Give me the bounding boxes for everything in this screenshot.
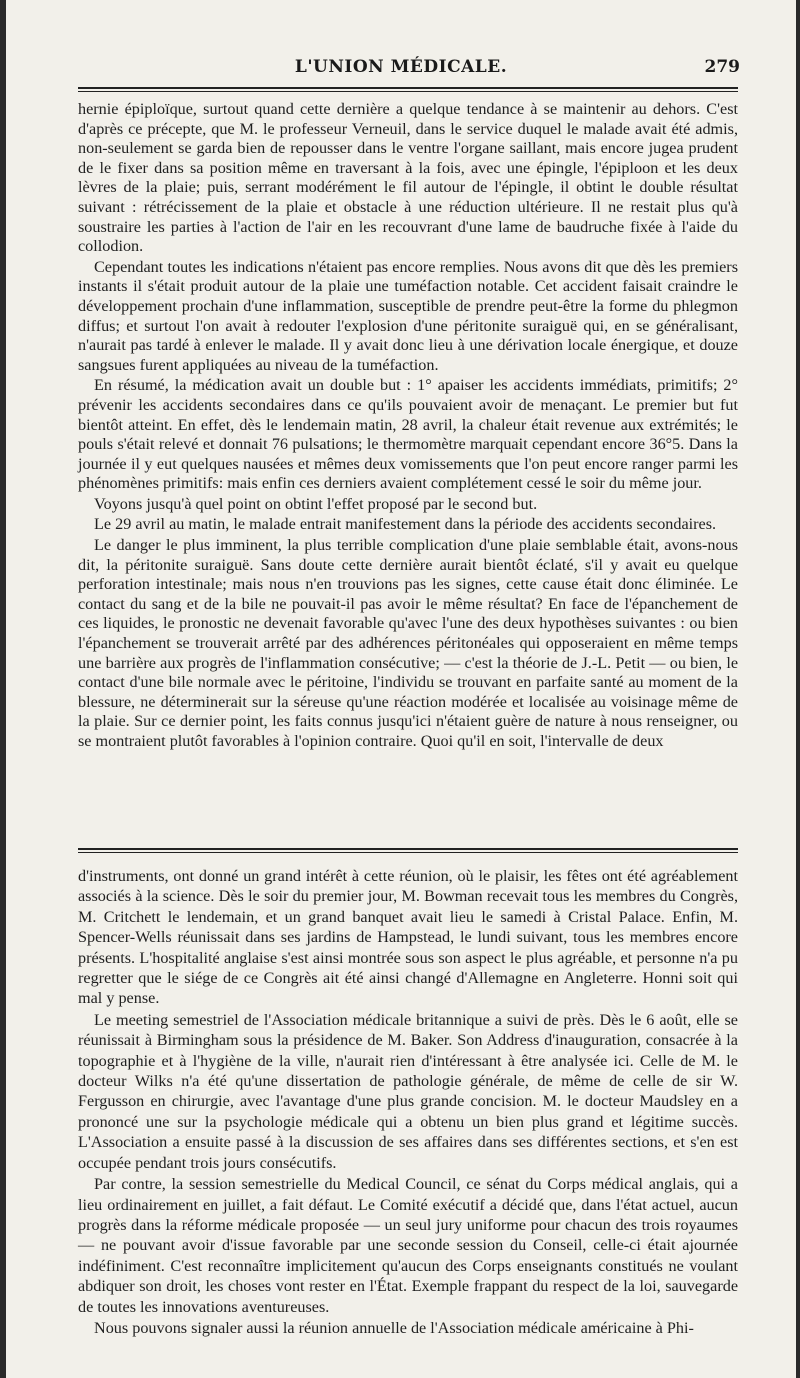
paragraph: En résumé, la médication avait un double but : 1° apaiser les accidents immédiats, primitifs; 2° prévenir les accidents secondaires dans ce qu'ils pouvaient avoir de menaçant. Le premier but fut bientôt atteint. En effet, dès le lendemain matin, 28 avril, la chaleur était revenue aux extrémités; le pouls s'était relevé et donnait 76 pulsations; le thermomètre marquait cependant encore 36°5. Dans la journée il y eut quelques nausées et mêmes deux vomissements que l'on peut encore ranger parmi les phénomènes primitifs: mais enfin ces derniers avaient complétement cessé le soir du même jour. bbox=[78, 376, 738, 493]
paragraph: Le danger le plus imminent, la plus terrible complication d'une plaie semblable était, avons-nous dit, la péritonite suraiguë. Sans doute cette dernière aurait bientôt éclaté, s'il y avait eu quelque perforation intestinale; mais nous n'en trouvions pas les signes, cette cause était donc éliminée. Le contact du sang et de la bile ne pouvait-il pas avoir le même résultat? En face de l'épanchement de ces liquides, le pronostic ne devenait favorable qu'avec l'une des deux hypothèses suivantes : ou bien l'épanchement se trouverait arrêté par des adhérences péritonéales qui opposeraient en même temps une barrière aux progrès de l'inflammation consécutive; — c'est la théorie de J.-L. Petit — ou bien, le contact d'une bile normale avec le péritoine, l'individu se trouvant en parfaite santé au moment de la blessure, ne déterminerait sur la séreuse qu'une réaction modérée et localisée au voisinage même de la plaie. Sur ce dernier point, les faits connus jusqu'ici n'étaient guère de nature à nous renseigner, ou se montraient plutôt favorables à l'opinion contraire. Quoi qu'il en soit, l'intervalle de deux bbox=[78, 536, 738, 750]
feuilleton bbox=[78, 866, 738, 1339]
page-number: 279 bbox=[704, 57, 740, 77]
paragraph: Le meeting semestriel de l'Association médicale britannique a suivi de près. Dès le 6 août, elle se réunissait à Birmingham sous la présidence de M. Baker. Son Address d'inauguration, consacrée à la topographie et à l'hygiène de la ville, n'aurait rien d'intéressant à être analysée ici. Celle de M. le docteur Wilks n'a été qu'une dissertation de pathologie générale, de même de celle de sir W. Fergusson en chirurgie, avec l'avantage d'une plus grande concision. M. le docteur Maudsley en a prononcé une sur la psychologie médicale qui a obtenu un bien plus grand et légitime succès. L'Association a ensuite passé à la discussion de ses affaires dans ses différentes sections, et s'en est occupée pendant trois jours consécutifs. bbox=[78, 1010, 738, 1172]
running-header bbox=[6, 57, 796, 81]
header-rule-thin bbox=[78, 91, 738, 92]
paragraph: Par contre, la session semestrielle du Medical Council, ce sénat du Corps médical anglais, qui a lieu ordinairement en juillet, a fait défaut. Le Comité exécutif a décidé que, dans l'état actuel, aucun progrès dans la réforme médicale proposée — un seul jury uniforme pour chacun des trois royaumes — ne pouvant avoir d'issue favorable par une seconde session du Conseil, celle-ci était ajournée indéfiniment. C'est reconnaître implicitement qu'aucun des Corps enseignants constitués ne voulant abdiquer son droit, les choses vont rester en l'État. Exemple frappant du respect de la loi, sauvegarde de toutes les innovations aventureuses. bbox=[78, 1175, 738, 1316]
feuilleton-separator bbox=[78, 848, 738, 850]
paragraph: hernie épiploïque, surtout quand cette dernière a quelque tendance à se maintenir au dehors. C'est d'après ce précepte, que M. le professeur Verneuil, dans le service duquel le malade avait été admis, non-seulement se garda bien de repousser dans le ventre l'organe saillant, mais encore jugea prudent de le fixer dans sa position même en traversant à la fois, avec une épingle, l'épiploon et les deux lèvres de la plaie; puis, serrant modérément le fil autour de l'épingle, il obtint le double résultat suivant : rétrécissement de la plaie et obstacle à une réduction ultérieure. Il ne restait plus qu'à soustraire les parties à l'action de l'air en les recouvrant d'une lame de baudruche fixée à l'aide du collodion. bbox=[78, 100, 738, 256]
header-rule bbox=[78, 87, 738, 89]
journal-title: L'UNION MÉDICALE. bbox=[294, 57, 508, 77]
main-article bbox=[78, 100, 738, 753]
paragraph: d'instruments, ont donné un grand intérêt à cette réunion, où le plaisir, les fêtes ont été agréablement associés à la science. Dès le soir du premier jour, M. Bowman recevait tous les membres du Congrès, M. Critchett le lendemain, et un grand banquet avait lieu le samedi à Cristal Palace. Enfin, M. Spencer-Wells réunissait dans ses jardins de Hampstead, le lundi suivant, tous les membres encore présents. L'hospitalité anglaise s'est ainsi montrée sous son aspect le plus agréable, et personne n'a pu regretter que le siége de ce Congrès ait été ainsi changé d'Allemagne en Angleterre. Honni soit qui mal y pense. bbox=[78, 867, 738, 1008]
paragraph: Voyons jusqu'à quel point on obtint l'effet proposé par le second but. bbox=[94, 494, 538, 513]
paragraph: Le 29 avril au matin, le malade entrait manifestement dans la période des accidents secondaires. bbox=[94, 515, 717, 534]
document-page bbox=[6, 0, 796, 1378]
paragraph: Nous pouvons signaler aussi la réunion annuelle de l'Association médicale américaine à Phi- bbox=[94, 1318, 694, 1337]
feuilleton-separator-thin bbox=[78, 852, 738, 853]
paragraph: Cependant toutes les indications n'étaient pas encore remplies. Nous avons dit que dès les premiers instants il s'était produit autour de la plaie une tuméfaction notable. Cet accident faisait craindre le développement prochain d'une inflammation, susceptible de prendre peut-être la forme du phlegmon diffus; et surtout l'on avait à redouter l'explosion d'une péritonite suraiguë qui, en se généralisant, n'aurait pas tardé à enlever le malade. Il y avait donc lieu à une dérivation locale énergique, et douze sangsues furent appliquées au niveau de la tuméfaction. bbox=[78, 257, 738, 374]
